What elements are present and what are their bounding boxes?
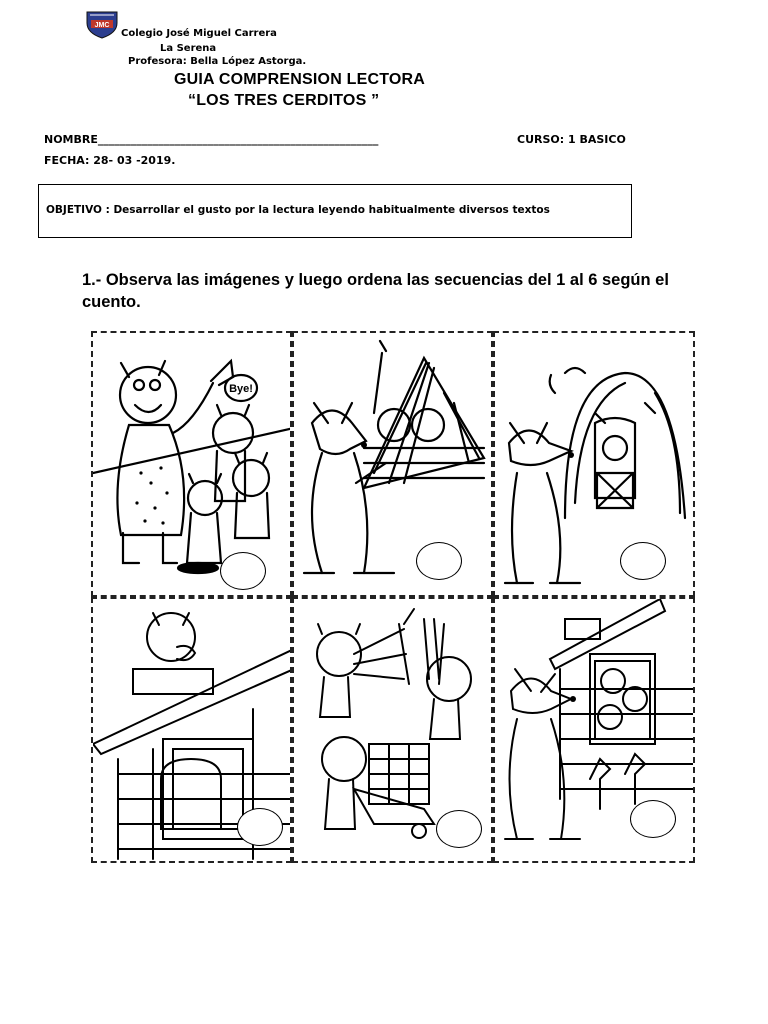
panel-mother-waves-goodbye (91, 331, 292, 597)
answer-oval-6[interactable] (630, 800, 676, 838)
speech-bubble-text: Bye! (229, 383, 253, 395)
school-name: Colegio José Miguel Carrera (121, 28, 277, 39)
panel-wolf-at-straw-house (493, 331, 695, 597)
school-city: La Serena (160, 43, 217, 54)
course-label: CURSO: 1 BASICO (517, 133, 626, 146)
panel-wolf-at-stick-house (292, 331, 493, 597)
objective-box (38, 184, 632, 238)
objective-text: OBJETIVO : Desarrollar el gusto por la lectura leyendo habitualmente diversos textos (46, 204, 550, 216)
answer-oval-1[interactable] (220, 552, 266, 590)
panel-wolf-at-brick-house (493, 597, 695, 863)
panel-pig-on-brick-roof (91, 597, 292, 863)
page-title: GUIA COMPRENSION LECTORA (174, 71, 426, 88)
answer-oval-5[interactable] (436, 810, 482, 848)
school-logo (85, 9, 119, 39)
question-1: 1.- Observa las imágenes y luego ordena las secuencias del 1 al 6 según el cuento. (82, 271, 669, 311)
panel-pigs-carrying-materials (292, 597, 493, 863)
date-label: FECHA: 28- 03 -2019. (44, 154, 176, 167)
stick-house-illustration (294, 333, 493, 597)
answer-oval-2[interactable] (416, 542, 462, 580)
teacher-name: Profesora: Bella López Astorga. (128, 56, 307, 67)
story-sequence-grid (91, 331, 695, 863)
answer-oval-4[interactable] (237, 808, 283, 846)
name-field[interactable]: NOMBRE___________________________________________________ (44, 133, 379, 146)
page-subtitle: “LOS TRES CERDITOS ” (188, 92, 380, 109)
answer-oval-3[interactable] (620, 542, 666, 580)
svg-text:JMC: JMC (94, 22, 110, 29)
mother-pig-illustration (93, 333, 292, 597)
